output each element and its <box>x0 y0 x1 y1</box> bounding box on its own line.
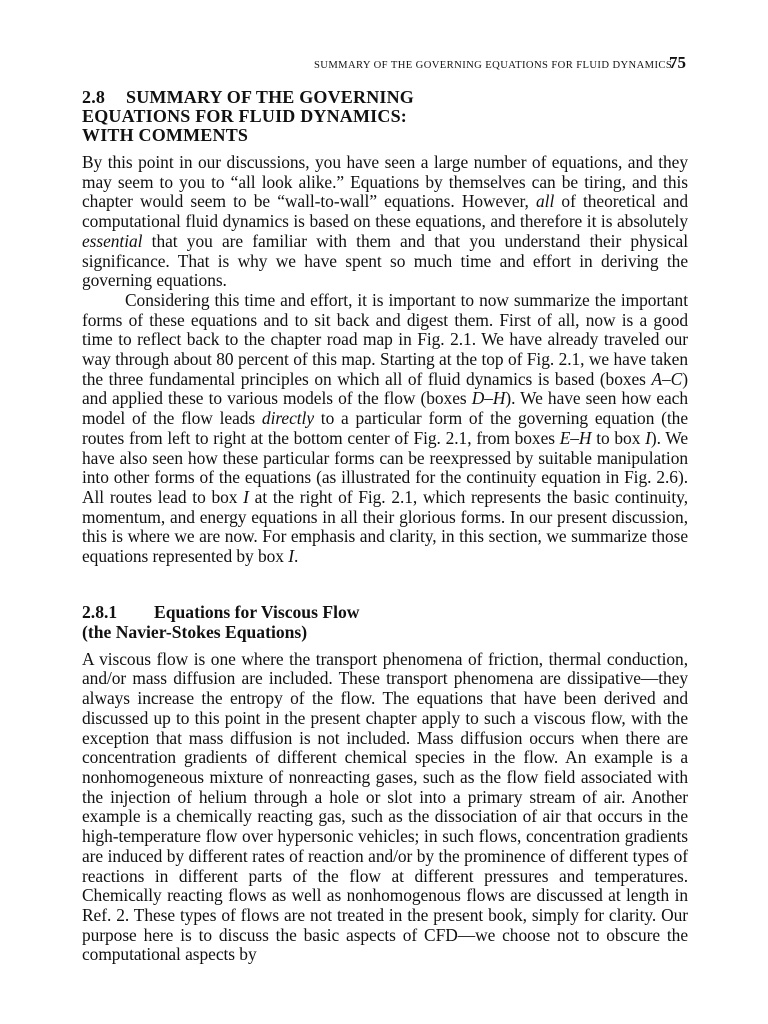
section-title-line-2: EQUATIONS FOR FLUID DYNAMICS: <box>82 106 407 126</box>
section-title-line-3: WITH COMMENTS <box>82 125 249 145</box>
section-heading-line-1 <box>82 88 688 107</box>
emphasis-essential: essential <box>82 230 143 251</box>
page-content <box>82 88 688 965</box>
emphasis-boxes-e-h: E–H <box>559 427 592 448</box>
text-run: By this point in our discussions, you have seen a large number of equations, and they may seem to you to “all look alike.” Equations by themselves can be tiring, and this chapter would seem to be “wall-to-wall” equations. However, <box>82 152 688 212</box>
emphasis-directly: directly <box>261 408 314 429</box>
section-heading <box>82 88 688 145</box>
text-run: ). We have also seen how these particular forms can be reexpressed by suitable manipulation into other forms of the equations (as illustrated for the continuity equation in Fig. 2.6). All routes lead to box <box>82 427 688 507</box>
paragraph-intro <box>82 153 688 291</box>
subsection-title: Equations for Viscous Flow <box>154 601 360 622</box>
page-number: 75 <box>669 53 686 72</box>
emphasis-boxes-d-h: D–H <box>471 388 506 409</box>
text-run: to box <box>591 427 646 448</box>
text-run: Considering this time and effort, it is important to now summarize the important forms of these equations and to sit back and digest them. First of all, now is a good time to reflect back to the chapter road map in Fig. 2.1. We have already traveled our way through about 80 percent of this map. Starting at the top of Fig. 2.1, we have taken the three fundamental principles on which all of fluid dynamics is based (boxes <box>82 289 688 389</box>
section-title-line-1: SUMMARY OF THE GOVERNING <box>126 87 415 107</box>
emphasis-box-i: I <box>645 427 651 448</box>
paragraph-viscous-flow: A viscous flow is one where the transport phenomena of friction, thermal conduction, and/or mass diffusion are included. These transport phenomena are dissipative—they always increase the entropy of the flow. The equations that have been derived and discussed up to this point in the present chapter apply to such a viscous flow, with the exception that mass diffusion is not included. Mass diffusion occurs when there are concentration gradients of different chemical species in the flow. An example is a nonhomogeneous mixture of nonreacting gases, such as the flow field associated with the injection of helium through a hole or slot into a primary stream of air. Another example is a chemically reacting gas, such as the dissociation of air that occurs in the high-temperature flow over hypersonic vehicles; in such flows, concentration gradients are induced by different rates of reaction and/or by the prominence of different types of reactions in different parts of the flow at different pressures and temperatures. Chemically reacting flows as well as nonhomogenous flows are discussed at length in Ref. 2. These types of flows are not treated in the present book, simply for clarity. Our purpose here is to discuss the basic aspects of CFD—we choose not to obscure the computational aspects by <box>82 648 688 965</box>
text-run: ) and applied these to various models of the flow (boxes <box>82 368 688 409</box>
paragraph-road-map <box>82 291 688 567</box>
text-run: ). We have seen how each model of the flow leads <box>82 388 688 429</box>
text-run: of theoretical and computational fluid dynamics is based on these equations, and therefore it is absolutely <box>82 191 688 232</box>
text-run: at the right of Fig. 2.1, which represents the basic continuity, momentum, and energy equations in all their glorious forms. In our present discussion, this is where we are now. For emphasis and clarity, in this section, we summarize those equations represented by box <box>82 486 688 567</box>
emphasis-box-i: I <box>243 486 249 507</box>
subsection-heading <box>82 602 688 642</box>
emphasis-boxes-a-c: A–C <box>651 368 683 389</box>
running-head-title: SUMMARY OF THE GOVERNING EQUATIONS FOR FLUID DYNAMICS <box>314 60 673 71</box>
text-run: . <box>293 546 299 567</box>
subsection-heading-line-1 <box>82 602 688 622</box>
subsection-subtitle: (the Navier-Stokes Equations) <box>82 621 308 642</box>
text-run: to a particular form of the governing equation (the routes from left to right at the bottom center of Fig. 2.1, from boxes <box>82 408 688 448</box>
section-number: 2.8 <box>82 87 106 107</box>
running-head <box>314 53 686 76</box>
emphasis-box-i: I <box>288 546 294 567</box>
emphasis-all: all <box>536 191 555 212</box>
text-run: that you are familiar with them and that you understand their physical significance. That is why we have spent so much time and effort in deriving the governing equations. <box>82 230 688 291</box>
subsection-number: 2.8.1 <box>82 601 118 622</box>
